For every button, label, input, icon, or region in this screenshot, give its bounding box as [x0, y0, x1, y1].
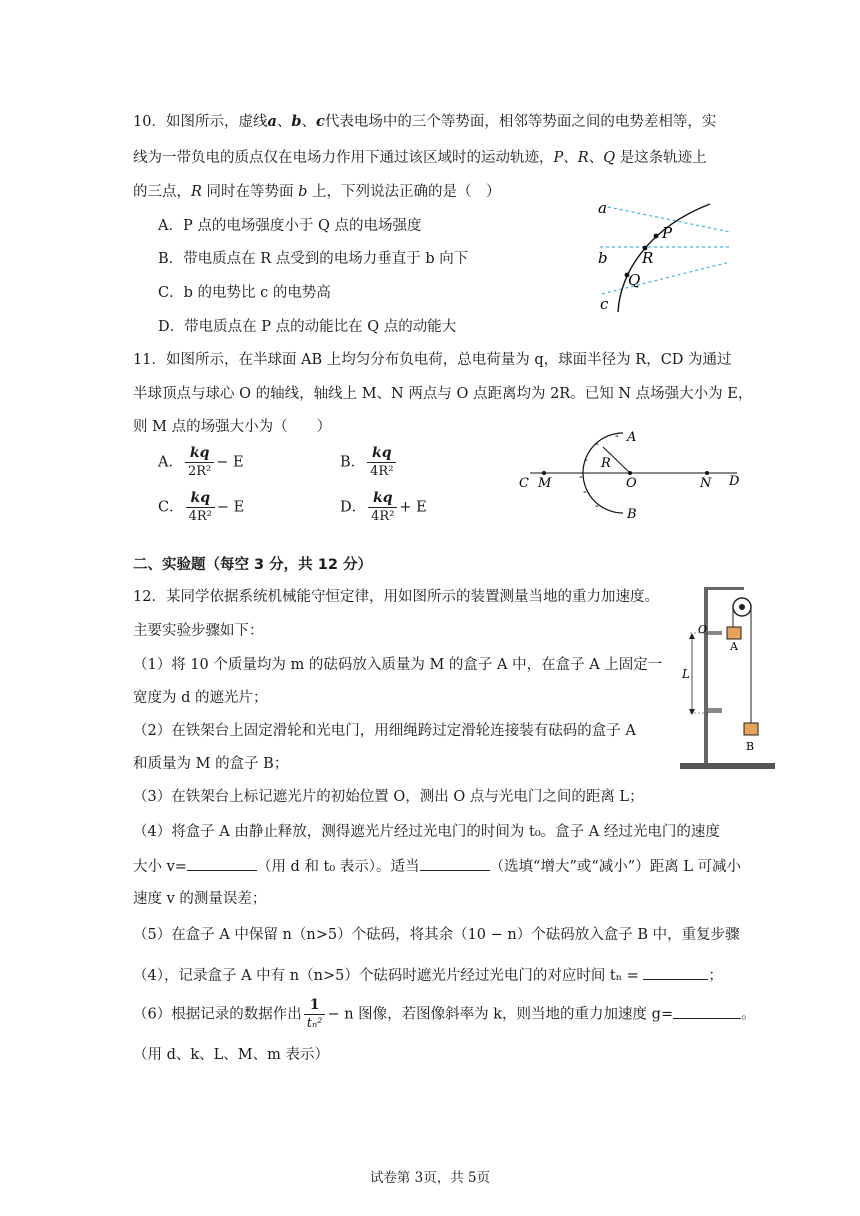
q11-option-c: C． $\frac{kq}{\text{4R²}}$ − E — [158, 490, 245, 524]
q11-line1: 11．如图所示，在半球面 AB 上均匀分布负电荷，总电荷量为 q，球面半径为 R，CD 为通过 — [133, 352, 732, 368]
q10-option-b: B．带电质点在 R 点受到的电场力垂直于 b 向下 — [158, 251, 469, 267]
point-n — [705, 471, 709, 475]
q12-line1: 12．某同学依据系统机械能守恒定律，用如图所示的装置测量当地的重力加速度。 — [133, 589, 659, 605]
q12-figure — [672, 575, 782, 775]
label-c: C — [519, 476, 529, 491]
label-p: P — [662, 224, 673, 242]
q12-step6: （6）根据记录的数据作出 $\frac{1}{\text{tₙ²}}$ − n 图像，若图像斜率为 k，则当地的重力加速度 g= 。 — [133, 997, 756, 1031]
q11-option-b: B． $\frac{kq}{\text{4R²}}$ — [340, 445, 398, 480]
q12-step4c: 速度 v 的测量误差； — [133, 891, 267, 907]
label-b: B — [627, 507, 637, 522]
page-footer: 试卷第 3页，共 5页 — [369, 1170, 491, 1186]
label-o: O — [626, 476, 637, 491]
minus-sign-4: - — [579, 470, 583, 483]
q10-figure — [590, 192, 740, 317]
blank-distance — [420, 856, 490, 871]
equipotential-c — [602, 262, 730, 294]
label-d: D — [729, 474, 740, 489]
label-box-a: A — [730, 640, 738, 653]
q10-option-d: D．带电质点在 P 点的动能比在 Q 点的动能大 — [158, 319, 457, 335]
photogate — [708, 708, 722, 713]
label-a: A — [627, 430, 637, 445]
label-c: c — [600, 295, 609, 313]
q12-line2: 主要实验步骤如下： — [133, 623, 264, 639]
label-a: a — [598, 199, 607, 217]
q12-step3: （3）在铁架台上标记遮光片的初始位置 O，测出 O 点与光电门之间的距离 L； — [133, 789, 644, 805]
minus-sign-6: - — [595, 499, 599, 512]
q10-line1: 10．如图所示，虚线a、b、c代表电场中的三个等势面，相邻等势面之间的电势差相等，实 — [133, 113, 717, 130]
label-b: b — [598, 249, 608, 267]
blank-gravity — [673, 1004, 741, 1019]
blank-velocity — [187, 856, 257, 871]
point-m — [542, 471, 546, 475]
box-a — [727, 627, 741, 639]
q11-option-d: D． $\frac{kq}{\text{4R²}}$ + E — [340, 490, 427, 524]
box-b — [744, 723, 758, 735]
minus-sign-1: - — [615, 429, 619, 442]
pulley-axle — [739, 604, 745, 610]
q10-option-a: A．P 点的电场强度小于 Q 点的电场强度 — [158, 218, 422, 234]
label-q: Q — [628, 271, 641, 289]
section-title: 二、实验题（每空 3 分，共 12 分） — [133, 557, 372, 573]
base — [680, 763, 775, 769]
q12-step4b: 大小 v= （用 d 和 t₀ 表示）。适当 （选填“增大”或“减小”）距离 L 可减小 — [133, 856, 741, 877]
label-box-b: B — [746, 740, 755, 753]
q10-option-c: C．b 的电势比 c 的电势高 — [158, 285, 331, 301]
shutter-clamp — [708, 631, 722, 635]
stand-rod — [704, 587, 708, 763]
q12-step5b: （4），记录盒子 A 中有 n（n>5）个砝码时遮光片经过光电门的对应时间 tₙ = ； — [133, 965, 723, 986]
label-m: M — [538, 476, 552, 491]
q12-step5a: （5）在盒子 A 中保留 n（n>5）个砝码，将其余（10 − n）个砝码放入盒子 B 中，重复步骤 — [133, 927, 740, 943]
q10-line2: 线为一带负电的质点仅在电场力作用下通过该区域时的运动轨迹，P、R、Q 是这条轨迹上 — [133, 150, 707, 166]
point-p — [654, 234, 659, 239]
blank-time — [643, 965, 708, 980]
q12-step2a: （2）在铁架台上固定滑轮和光电门，用细绳跨过定滑轮连接装有砝码的盒子 A — [133, 723, 636, 739]
q11-line3: 则 M 点的场强大小为（ ） — [133, 419, 332, 435]
q12-step6b: （用 d、k、L、M、m 表示） — [133, 1047, 330, 1063]
q11-line2: 半球顶点与球心 O 的轴线，轴线上 M、N 两点与 O 点距离均为 2R。已知 N 点场强大小为 E， — [133, 386, 753, 402]
minus-sign-5: - — [583, 485, 587, 498]
top-arm — [704, 587, 744, 590]
q11-option-a: A． $\frac{kq}{\text{2R²}}$ − E — [158, 445, 244, 479]
trajectory — [618, 204, 710, 312]
label-n: N — [700, 476, 712, 491]
q12-step1b: 宽度为 d 的遮光片； — [133, 690, 268, 706]
label-r: R — [601, 456, 611, 471]
minus-sign-3: - — [584, 453, 588, 466]
label-o: O — [698, 623, 708, 636]
label-r: R — [642, 249, 654, 267]
q12-step1a: （1）将 10 个质量均为 m 的砝码放入质量为 M 的盒子 A 中，在盒子 A 上固定一 — [133, 657, 663, 673]
point-o — [628, 471, 632, 475]
q11-figure — [515, 425, 745, 525]
minus-sign-2: - — [595, 437, 599, 450]
q12-step4a: （4）将盒子 A 由静止释放，测得遮光片经过光电门的时间为 t₀。盒子 A 经过光电门的速度 — [133, 824, 720, 840]
q10-line3: 的三点，R 同时在等势面 b 上，下列说法正确的是（ ） — [133, 184, 501, 200]
q12-step2b: 和质量为 M 的盒子 B； — [133, 756, 289, 772]
label-l: L — [682, 667, 690, 681]
